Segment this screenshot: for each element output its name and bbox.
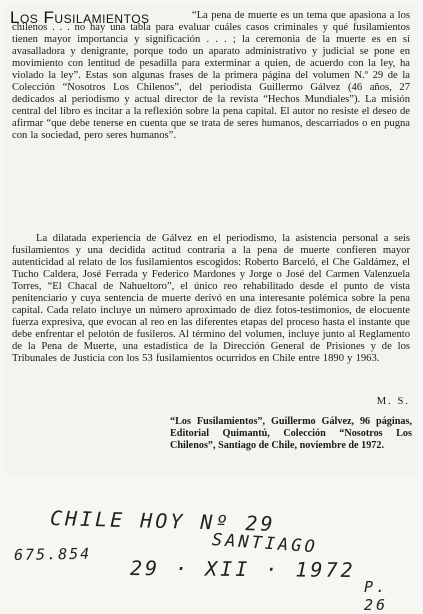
book-reference-note: “Los Fusilamientos”, Guillermo Gálvez, 96 páginas, Editorial Quimantú, Colección “Nosotros Los Chilenos”, Santiago de Chile, noviembre de 1972. <box>170 416 412 452</box>
handwritten-date: 29 · XII · 1972 <box>129 556 356 582</box>
article-paragraph-2: La dilatada experiencia de Gálvez en el periodismo, la asistencia personal a seis fusilamientos y una decidida actitud contraria a la pena de muerte confieren mayor autenticidad al relato de los fusilamientos escogidos: Roberto Barceló, el Che Galdámez, el Tucho Caldera, José Ferrada y Federico Mardones y Jorge o José del Carmen Valenzuela Torres, “El Chacal de Nahueltoro”, el único reo rehabilitado desde el punto de vista penitenciario y cuya sentencia de muerte derivó en una interesante polémica sobre la pena capital. Cada relato incluye un número aproximado de diez fotos-testimonios, de elocuente fuerza expresiva, que evocan al reo en las diferentes etapas del proceso hasta el instante que debe enfrentar el pelotón de fusileros. Al término del volumen, incluye junto al Reglamento de la Pena de Muerte, una estadística de la Dirección General de Prisiones y de los Tribunales de Justicia con los 53 fusilamientos ocurridos en Chile entre 1890 y 1963. <box>12 233 410 365</box>
handwritten-source: CHILE HOY Nº 29 <box>49 506 276 536</box>
article-paragraph-1 <box>12 10 410 143</box>
handwritten-city: SANTIAGO <box>211 530 319 558</box>
handwritten-catalog-number: 675.854 <box>13 544 92 564</box>
handwritten-page: P. 26 <box>364 578 389 614</box>
paragraph-1-text: “La pena de muerte es un tema que apasiona a los chilenos . . . no hay una tabla para evaluar cuáles casos criminales y qué fusilamientos tienen mayor importancia y significación . . . ; la ceremonia de la muerte es en sí avasalladora y denigrante, porque todo un aparato administrativo y judicial se pone en movimiento con lentitud de pesadilla para exterminar a quien, de acuerdo con la ley, ha violado la ley”. Estas son algunas frases de la primera página del volumen N.º 29 de la Colección “Nosotros Los Chilenos”, del periodista Guillermo Gálvez (46 años, 27 dedicados al periodismo y actual director de la revista “Hechos Mundiales”). La misión central del libro es incitar a la reflexión sobre la pena capital. El autor no resiste el deseo de afirmar “que debe tenerse en cuenta que se trata de seres humanos, descarriados o en pugna con la sociedad, pero seres humanos”. <box>12 10 410 142</box>
author-initials: M. S. <box>376 396 410 407</box>
article-title: Los Fusilamientos <box>10 8 150 27</box>
